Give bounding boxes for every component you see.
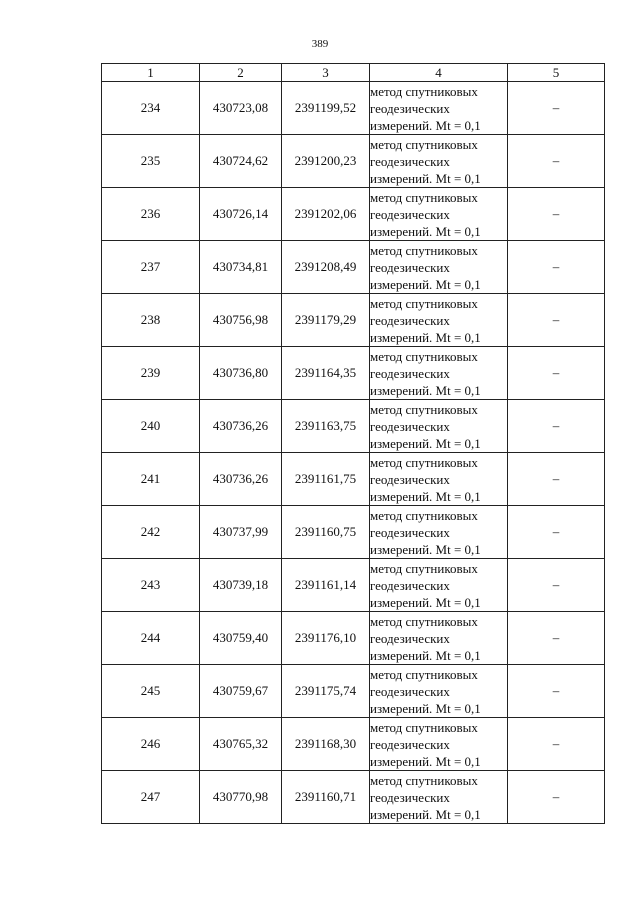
method-cell (370, 665, 508, 718)
point-number-cell: 236 (102, 188, 200, 241)
method-line: измерений. Mt = 0,1 (370, 117, 481, 133)
method-line: геодезических (370, 524, 450, 540)
point-number-cell: 237 (102, 241, 200, 294)
note-cell: – (508, 294, 605, 347)
method-line: метод спутниковых (370, 454, 478, 470)
note-cell: – (508, 506, 605, 559)
note-cell: – (508, 718, 605, 771)
method-line: геодезических (370, 683, 450, 699)
point-number-cell: 235 (102, 135, 200, 188)
method-line: геодезических (370, 100, 450, 116)
table-row (102, 559, 605, 612)
method-cell (370, 347, 508, 400)
y-coordinate-cell: 2391175,74 (282, 665, 370, 718)
table-row (102, 453, 605, 506)
point-number-cell: 234 (102, 82, 200, 135)
method-line: измерений. Mt = 0,1 (370, 382, 481, 398)
note-cell: – (508, 771, 605, 824)
method-cell (370, 135, 508, 188)
method-cell (370, 718, 508, 771)
x-coordinate-cell: 430765,32 (200, 718, 282, 771)
table-row (102, 241, 605, 294)
table-row (102, 347, 605, 400)
method-line: геодезических (370, 630, 450, 646)
header-col-1: 1 (102, 64, 200, 82)
method-cell (370, 453, 508, 506)
x-coordinate-cell: 430736,26 (200, 453, 282, 506)
x-coordinate-cell: 430734,81 (200, 241, 282, 294)
method-line: измерений. Mt = 0,1 (370, 647, 481, 663)
note-cell: – (508, 665, 605, 718)
method-line: метод спутниковых (370, 560, 478, 576)
note-cell: – (508, 241, 605, 294)
coordinates-table (101, 63, 605, 824)
note-cell: – (508, 82, 605, 135)
note-cell: – (508, 188, 605, 241)
header-col-5: 5 (508, 64, 605, 82)
y-coordinate-cell: 2391200,23 (282, 135, 370, 188)
method-line: метод спутниковых (370, 136, 478, 152)
x-coordinate-cell: 430736,26 (200, 400, 282, 453)
method-line: измерений. Mt = 0,1 (370, 753, 481, 769)
x-coordinate-cell: 430770,98 (200, 771, 282, 824)
point-number-cell: 243 (102, 559, 200, 612)
method-line: геодезических (370, 736, 450, 752)
method-cell (370, 400, 508, 453)
table-row (102, 400, 605, 453)
method-line: геодезических (370, 789, 450, 805)
method-line: метод спутниковых (370, 666, 478, 682)
note-cell: – (508, 135, 605, 188)
method-cell (370, 188, 508, 241)
method-line: измерений. Mt = 0,1 (370, 329, 481, 345)
note-cell: – (508, 612, 605, 665)
y-coordinate-cell: 2391161,75 (282, 453, 370, 506)
x-coordinate-cell: 430723,08 (200, 82, 282, 135)
table-row (102, 188, 605, 241)
y-coordinate-cell: 2391160,75 (282, 506, 370, 559)
method-line: измерений. Mt = 0,1 (370, 488, 481, 504)
point-number-cell: 242 (102, 506, 200, 559)
table-body (102, 82, 605, 824)
method-cell (370, 612, 508, 665)
method-line: метод спутниковых (370, 613, 478, 629)
method-cell (370, 294, 508, 347)
method-line: метод спутниковых (370, 83, 478, 99)
method-line: метод спутниковых (370, 189, 478, 205)
header-col-2: 2 (200, 64, 282, 82)
x-coordinate-cell: 430736,80 (200, 347, 282, 400)
method-line: геодезических (370, 471, 450, 487)
point-number-cell: 244 (102, 612, 200, 665)
y-coordinate-cell: 2391160,71 (282, 771, 370, 824)
header-col-4: 4 (370, 64, 508, 82)
method-line: метод спутниковых (370, 242, 478, 258)
y-coordinate-cell: 2391168,30 (282, 718, 370, 771)
header-col-3: 3 (282, 64, 370, 82)
note-cell: – (508, 453, 605, 506)
method-line: геодезических (370, 259, 450, 275)
note-cell: – (508, 400, 605, 453)
method-line: измерений. Mt = 0,1 (370, 170, 481, 186)
x-coordinate-cell: 430756,98 (200, 294, 282, 347)
table-row (102, 294, 605, 347)
x-coordinate-cell: 430759,40 (200, 612, 282, 665)
method-line: геодезических (370, 365, 450, 381)
table-row (102, 506, 605, 559)
table-row (102, 665, 605, 718)
table-row (102, 718, 605, 771)
method-line: метод спутниковых (370, 401, 478, 417)
method-line: метод спутниковых (370, 772, 478, 788)
method-line: измерений. Mt = 0,1 (370, 541, 481, 557)
method-line: измерений. Mt = 0,1 (370, 806, 481, 822)
table-row (102, 771, 605, 824)
x-coordinate-cell: 430726,14 (200, 188, 282, 241)
y-coordinate-cell: 2391202,06 (282, 188, 370, 241)
table-row (102, 612, 605, 665)
method-cell (370, 506, 508, 559)
method-line: измерений. Mt = 0,1 (370, 276, 481, 292)
method-cell (370, 241, 508, 294)
method-line: геодезических (370, 577, 450, 593)
method-line: измерений. Mt = 0,1 (370, 223, 481, 239)
point-number-cell: 238 (102, 294, 200, 347)
method-line: измерений. Mt = 0,1 (370, 435, 481, 451)
table-row (102, 82, 605, 135)
table-header-row (102, 64, 605, 82)
note-cell: – (508, 347, 605, 400)
y-coordinate-cell: 2391164,35 (282, 347, 370, 400)
method-cell (370, 559, 508, 612)
method-line: геодезических (370, 206, 450, 222)
point-number-cell: 246 (102, 718, 200, 771)
y-coordinate-cell: 2391176,10 (282, 612, 370, 665)
method-cell (370, 82, 508, 135)
point-number-cell: 240 (102, 400, 200, 453)
method-line: измерений. Mt = 0,1 (370, 700, 481, 716)
method-line: метод спутниковых (370, 719, 478, 735)
y-coordinate-cell: 2391163,75 (282, 400, 370, 453)
method-cell (370, 771, 508, 824)
x-coordinate-cell: 430739,18 (200, 559, 282, 612)
method-line: геодезических (370, 153, 450, 169)
y-coordinate-cell: 2391161,14 (282, 559, 370, 612)
y-coordinate-cell: 2391199,52 (282, 82, 370, 135)
point-number-cell: 245 (102, 665, 200, 718)
method-line: измерений. Mt = 0,1 (370, 594, 481, 610)
y-coordinate-cell: 2391208,49 (282, 241, 370, 294)
method-line: метод спутниковых (370, 507, 478, 523)
x-coordinate-cell: 430724,62 (200, 135, 282, 188)
method-line: метод спутниковых (370, 295, 478, 311)
table-row (102, 135, 605, 188)
point-number-cell: 239 (102, 347, 200, 400)
point-number-cell: 241 (102, 453, 200, 506)
method-line: геодезических (370, 312, 450, 328)
point-number-cell: 247 (102, 771, 200, 824)
method-line: метод спутниковых (370, 348, 478, 364)
y-coordinate-cell: 2391179,29 (282, 294, 370, 347)
x-coordinate-cell: 430759,67 (200, 665, 282, 718)
x-coordinate-cell: 430737,99 (200, 506, 282, 559)
method-line: геодезических (370, 418, 450, 434)
note-cell: – (508, 559, 605, 612)
page-number: 389 (311, 38, 329, 50)
